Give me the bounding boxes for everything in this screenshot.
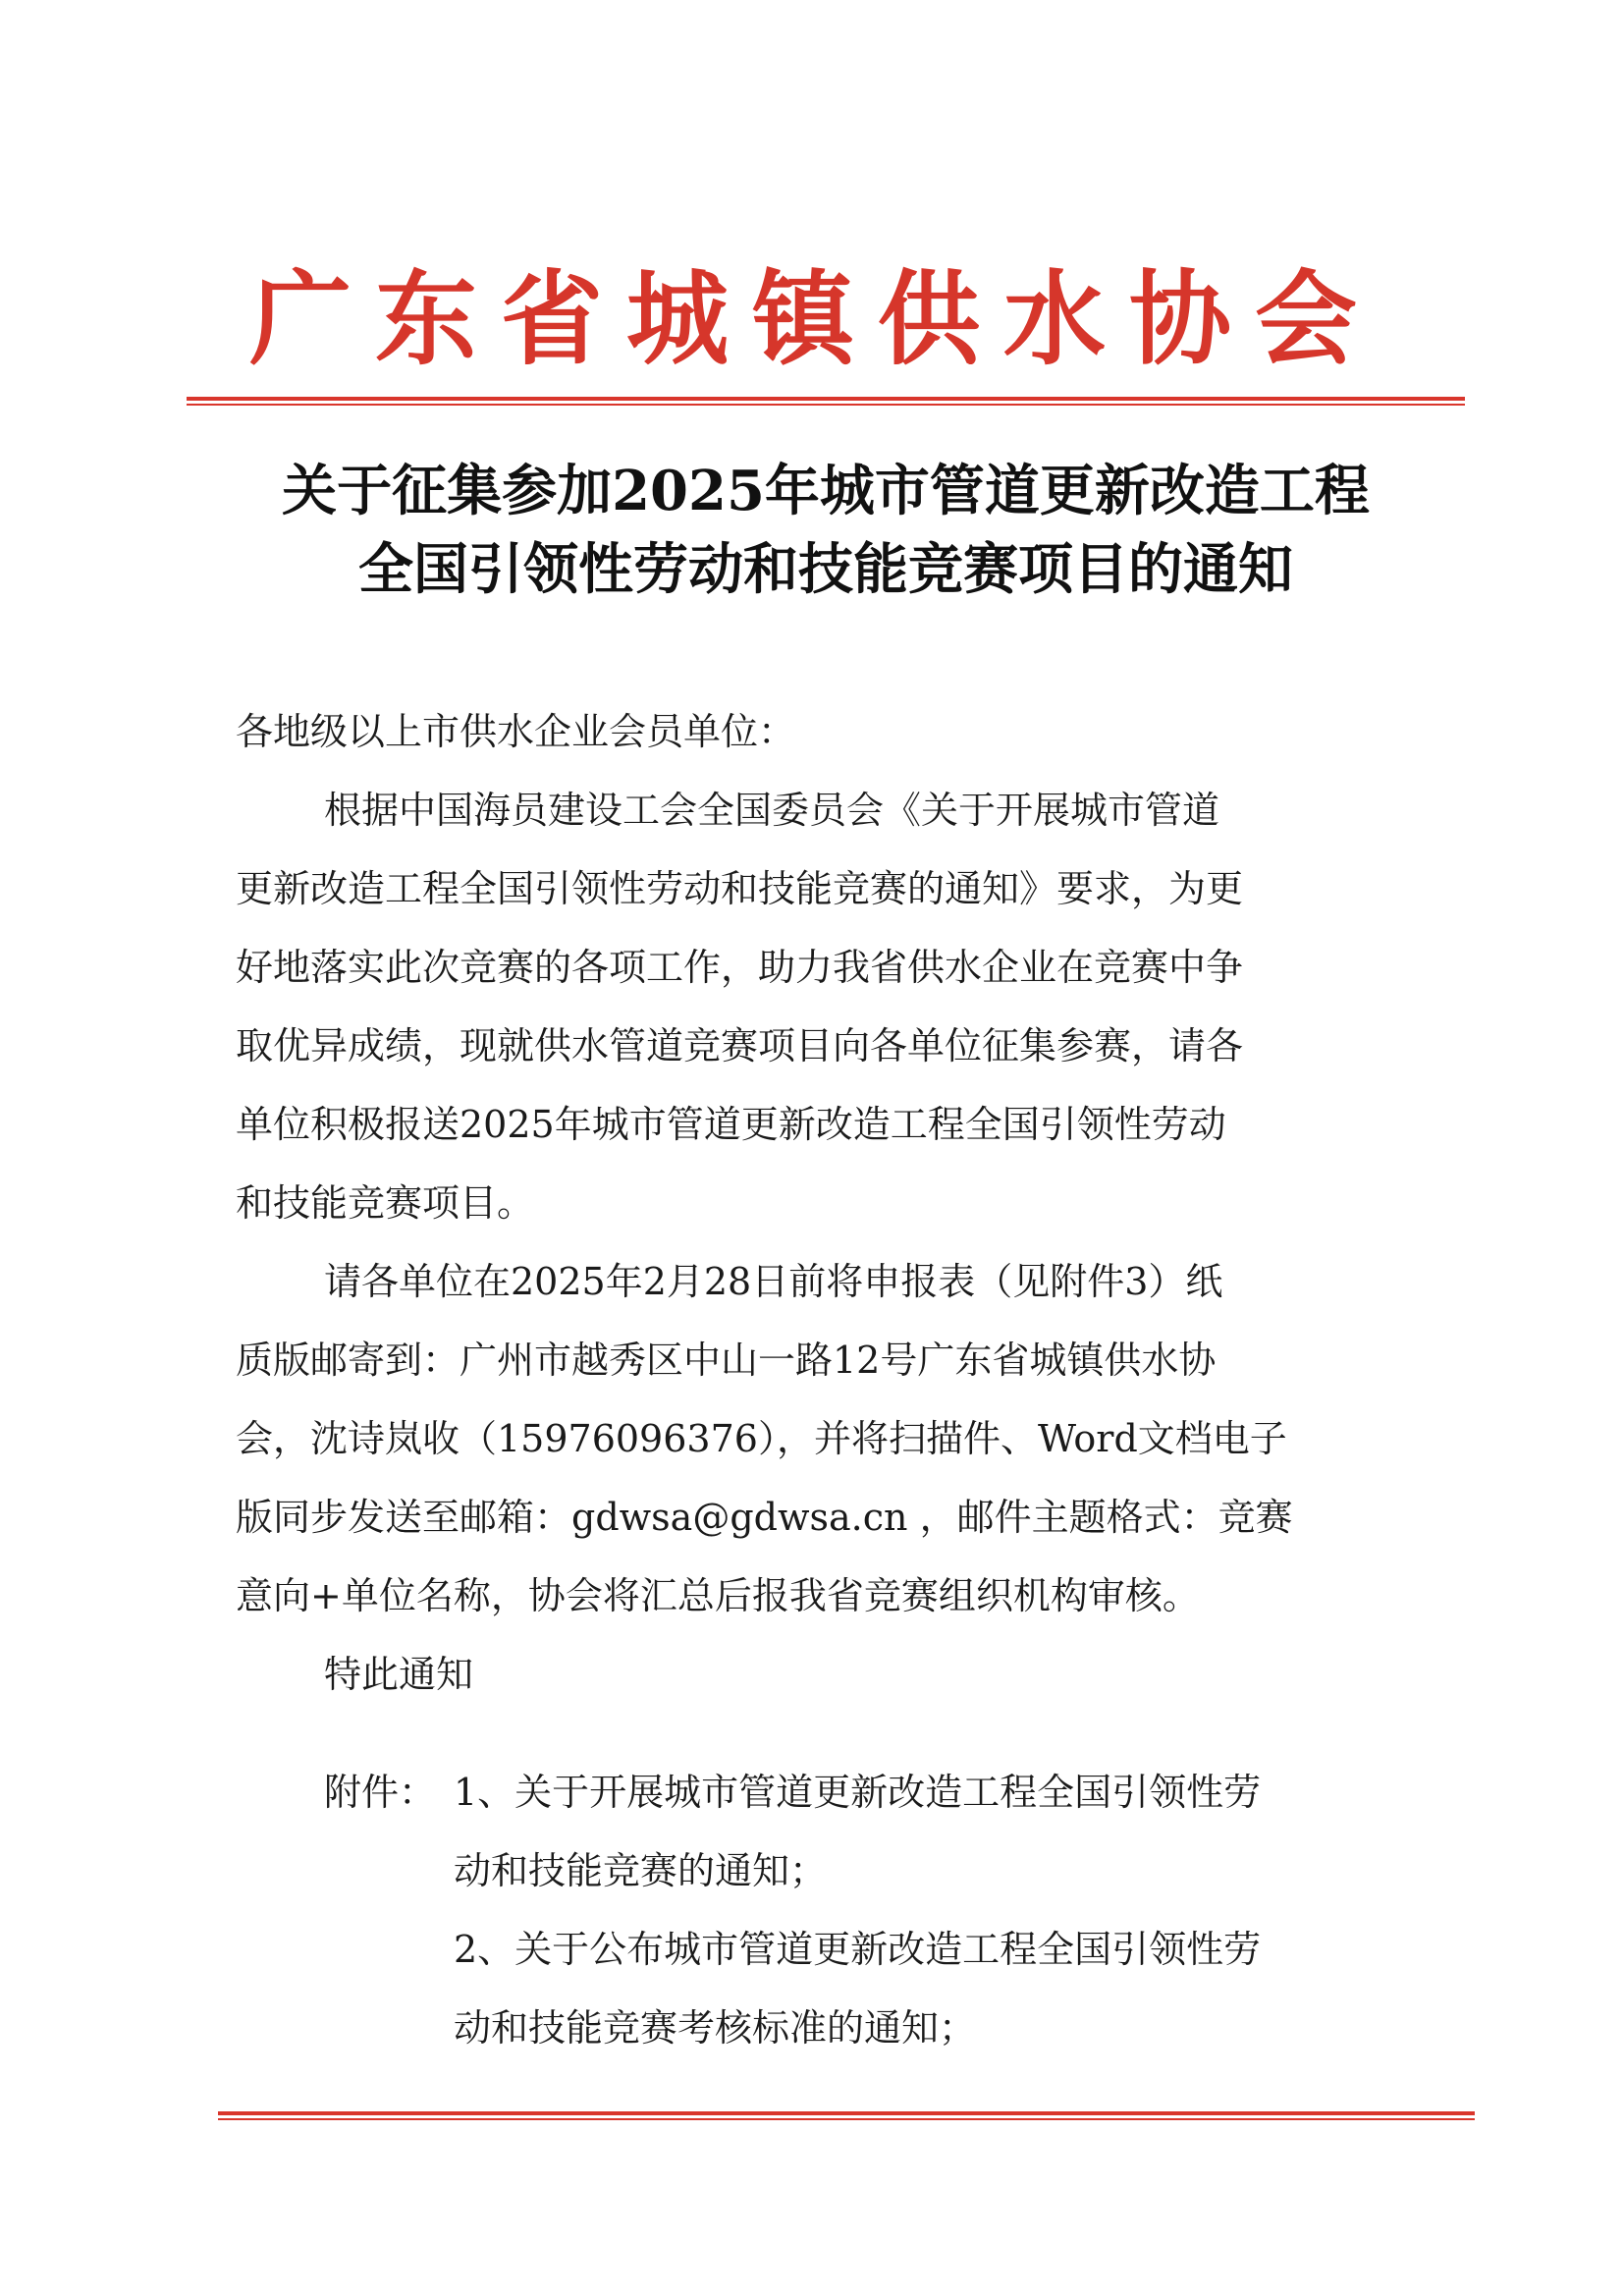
document-title-line-2: 全国引领性劳动和技能竞赛项目的通知 bbox=[358, 537, 1293, 602]
organization-masthead: 广东省城镇供水协会 bbox=[248, 258, 1380, 379]
attachment-item-line: 1、关于开展城市管道更新改造工程全国引领性劳 bbox=[454, 1771, 1262, 1814]
attachment-item-line: 2、关于公布城市管道更新改造工程全国引领性劳 bbox=[454, 1928, 1262, 1971]
footer-divider bbox=[218, 2111, 1475, 2122]
attachments-label: 附件： bbox=[324, 1771, 437, 1814]
paragraph-1-line: 好地落实此次竞赛的各项工作，助力我省供水企业在竞赛中争 bbox=[236, 946, 1244, 989]
header-divider-thick-line bbox=[187, 397, 1465, 401]
paragraph-1-line: 取优异成绩，现就供水管道竞赛项目向各单位征集参赛，请各 bbox=[236, 1024, 1244, 1067]
footer-divider-thin-line bbox=[218, 2118, 1475, 2120]
paragraph-1-line: 和技能竞赛项目。 bbox=[236, 1181, 535, 1225]
footer-divider-thick-line bbox=[218, 2111, 1475, 2115]
closing-remark: 特此通知 bbox=[324, 1653, 474, 1696]
paragraph-2-line: 版同步发送至邮箱：gdwsa@gdwsa.cn ，邮件主题格式：竞赛 bbox=[236, 1496, 1293, 1539]
header-divider-thin-line bbox=[187, 404, 1465, 406]
paragraph-2-line: 意向+单位名称，协会将汇总后报我省竞赛组织机构审核。 bbox=[236, 1574, 1200, 1617]
attachment-item-line: 动和技能竞赛考核标准的通知； bbox=[454, 2006, 977, 2050]
paragraph-2-line: 请各单位在2025年2月28日前将申报表（见附件3）纸 bbox=[324, 1260, 1223, 1303]
attachment-item-line: 动和技能竞赛的通知； bbox=[454, 1849, 828, 1892]
document-title-line-1: 关于征集参加2025年城市管道更新改造工程 bbox=[282, 459, 1370, 523]
paragraph-2-line: 会，沈诗岚收（15976096376），并将扫描件、Word文档电子 bbox=[236, 1417, 1287, 1460]
paragraph-2-line: 质版邮寄到：广州市越秀区中山一路12号广东省城镇供水协 bbox=[236, 1339, 1217, 1382]
paragraph-1-line: 根据中国海员建设工会全国委员会《关于开展城市管道 bbox=[324, 789, 1220, 832]
paragraph-1-line: 单位积极报送2025年城市管道更新改造工程全国引领性劳动 bbox=[236, 1103, 1226, 1146]
salutation: 各地级以上市供水企业会员单位： bbox=[236, 710, 796, 753]
paragraph-1-line: 更新改造工程全国引领性劳动和技能竞赛的通知》要求，为更 bbox=[236, 867, 1244, 910]
header-divider bbox=[187, 397, 1465, 408]
